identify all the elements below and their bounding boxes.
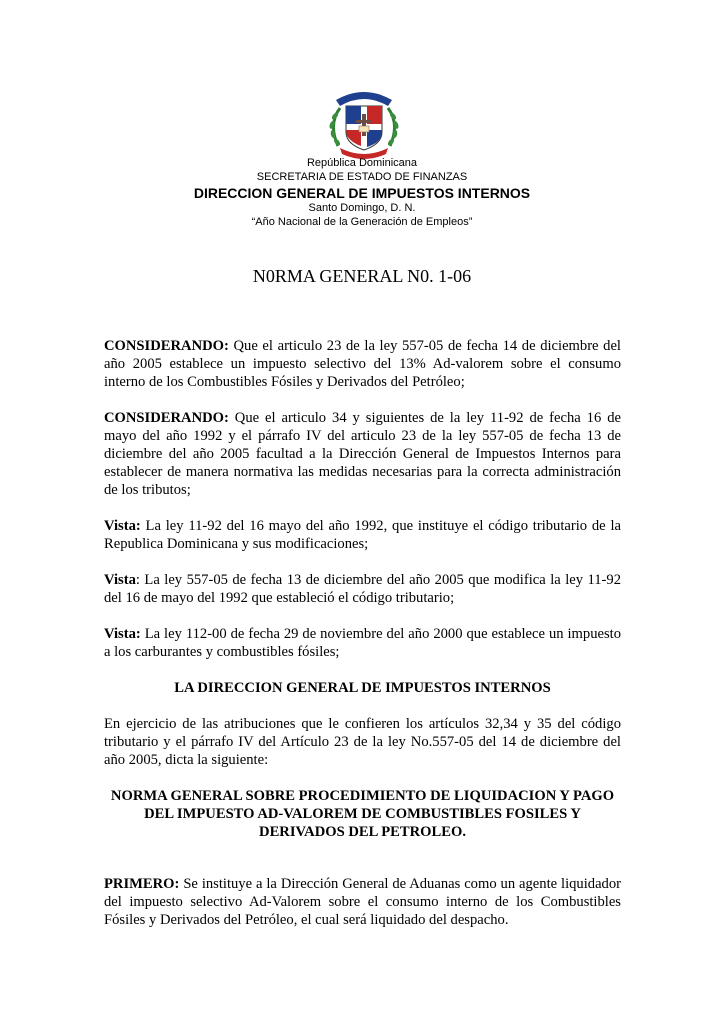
paragraph-text: La ley 11-92 del 16 mayo del año 1992, que instituye el código tributario de la Republica Dominicana y sus modificaciones; xyxy=(104,518,621,552)
year-motto: “Año Nacional de la Generación de Empleos” xyxy=(251,215,473,228)
agency-name: DIRECCION GENERAL DE IMPUESTOS INTERNOS xyxy=(193,185,531,201)
paragraph-label: PRIMERO: xyxy=(104,876,180,892)
paragraph-primero xyxy=(104,875,621,929)
paragraph-label: CONSIDERANDO: xyxy=(104,410,229,426)
norm-heading: NORMA GENERAL SOBRE PROCEDIMIENTO DE LIQUIDACION Y PAGO DEL IMPUESTO AD-VALOREM DE COMBUSTIBLES FOSILES Y DERIVADOS DEL PETROLEO. xyxy=(110,788,615,840)
authority-heading: LA DIRECCION GENERAL DE IMPUESTOS INTERNOS xyxy=(174,680,551,696)
exercise-paragraph: En ejercicio de las atribuciones que le confieren los artículos 32,34 y 35 del código tributario y el párrafo IV del Artículo 23 de la ley No.557-05 del 14 de diciembre del año 2005, dicta la siguiente: xyxy=(104,716,621,768)
paragraph-text: Que el articulo 34 y siguientes de la ley 11-92 de fecha 16 de mayo del año 1992 y el párrafo IV del articulo 23 de la ley 557-05 de fecha 13 de diciembre del año 2005 facultad a la Dirección General de Impuestos Internos para establecer de manera normativa las medidas necesarias para la correcta administración de los tributos; xyxy=(104,410,621,498)
secretariat-name: SECRETARIA DE ESTADO DE FINANZAS xyxy=(256,170,468,183)
document-body xyxy=(104,337,621,947)
paragraph-label: CONSIDERANDO: xyxy=(104,338,229,354)
paragraph-label: Vista: xyxy=(104,518,141,534)
document-title: N0RMA GENERAL N0. 1-06 xyxy=(252,266,472,286)
country-name: República Dominicana xyxy=(306,157,418,169)
paragraph-considerando-2 xyxy=(104,409,621,499)
paragraph-label: Vista: xyxy=(104,626,141,642)
paragraph-label: Vista xyxy=(104,572,136,588)
paragraph-vista-1 xyxy=(104,517,621,553)
paragraph-vista-3 xyxy=(104,625,621,661)
paragraph-vista-2 xyxy=(104,571,621,607)
paragraph-text: Se instituye a la Dirección General de Aduanas como un agente liquidador del impuesto selectivo Ad-Valorem sobre el consumo interno de los Combustibles Fósiles y Derivados del Petróleo, el cual será liquidado del despacho. xyxy=(104,876,621,928)
letterhead xyxy=(104,157,620,229)
city-name: Santo Domingo, D. N. xyxy=(308,202,416,214)
paragraph-considerando-1 xyxy=(104,337,621,391)
paragraph-text: Que el articulo 23 de la ley 557-05 de fecha 14 de diciembre del año 2005 establece un impuesto selectivo del 13% Ad-valorem sobre el consumo interno de los Combustibles Fósiles y Derivados del Petróleo; xyxy=(104,338,621,390)
coat-of-arms-icon xyxy=(322,80,406,160)
paragraph-text: La ley 112-00 de fecha 29 de noviembre del año 2000 que establece un impuesto a los carburantes y combustibles fósiles; xyxy=(104,626,621,660)
paragraph-text: : La ley 557-05 de fecha 13 de diciembre del año 2005 que modifica la ley 11-92 del 16 de mayo del 1992 que estableció el código tributario; xyxy=(104,572,621,606)
